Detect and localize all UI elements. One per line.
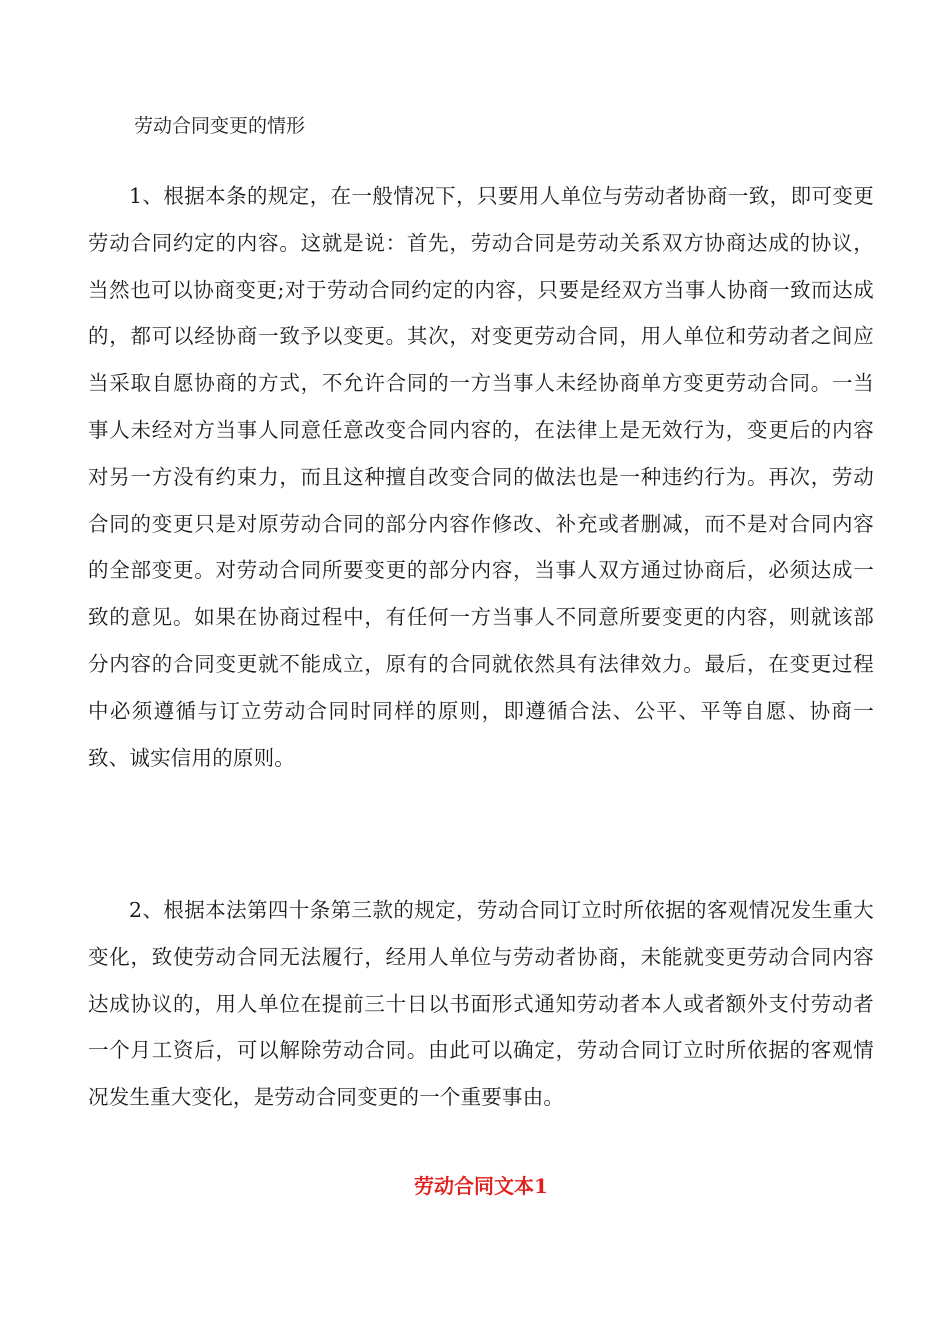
section-heading: 劳动合同变更的情形 bbox=[134, 115, 306, 137]
paragraph-1: 1、根据本条的规定，在一般情况下，只要用人单位与劳动者协商一致，即可变更劳动合同约定的内容。这就是说：首先，劳动合同是劳动关系双方协商达成的协议，当然也可以协商变更;对于劳动合同约定的内容，只要是经双方当事人协商一致而达成的，都可以经协商一致予以变更。其次，对变更劳动合同，用人单位和劳动者之间应当采取自愿协商的方式，不允许合同的一方当事人未经协商单方变更劳动合同。一当事人未经对方当事人同意任意改变合同内容的，在法律上是无效行为，变更后的内容对另一方没有约束力，而且这种擅自改变合同的做法也是一种违约行为。再次，劳动合同的变更只是对原劳动合同的部分内容作修改、补充或者删减，而不是对合同内容的全部变更。对劳动合同所要变更的部分内容，当事人双方通过协商后，必须达成一致的意见。如果在协商过程中，有任何一方当事人不同意所要变更的内容，则就该部分内容的合同变更就不能成立，原有的合同就依然具有法律效力。最后，在变更过程中必须遵循与订立劳动合同时同样的原则，即遵循合法、公平、平等自愿、协商一致、诚实信用的原则。 bbox=[88, 184, 874, 770]
contract-text-title: 劳动合同文本1 bbox=[414, 1174, 548, 1198]
paragraph-2: 2、根据本法第四十条第三款的规定，劳动合同订立时所依据的客观情况发生重大变化，致使劳动合同无法履行，经用人单位与劳动者协商，未能就变更劳动合同内容达成协议的，用人单位在提前三十日以书面形式通知劳动者本人或者额外支付劳动者一个月工资后，可以解除劳动合同。由此可以确定，劳动合同订立时所依据的客观情况发生重大变化，是劳动合同变更的一个重要事由。 bbox=[88, 898, 874, 1110]
